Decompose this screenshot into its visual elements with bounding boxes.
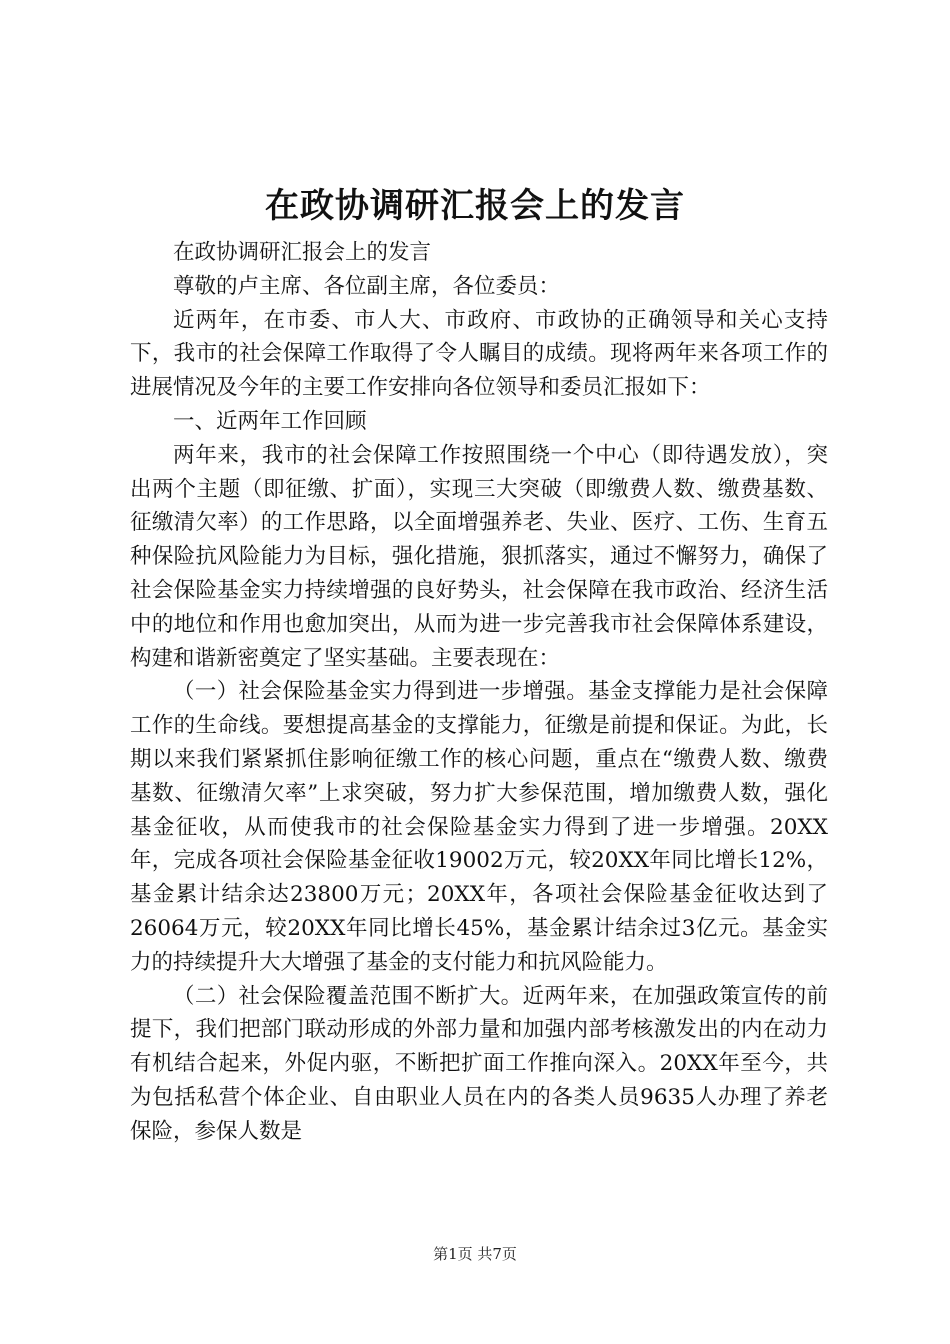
document-title: 在政协调研汇报会上的发言	[265, 186, 685, 226]
paragraph-coverage: （二）社会保险覆盖范围不断扩大。近两年来，在加强政策宣传的前提下，我们把部门联动形成的外部力量和加强内部考核激发出的内在动力有机结合起来，外促内驱，不断把扩面工作推向深入。20XX年至今，共为包括私营个体企业、自由职业人员在内的各类人员9635人办理了养老保险，参保人数是	[130, 983, 828, 1144]
paragraph-review: 两年来，我市的社会保障工作按照围绕一个中心（即待遇发放），突出两个主题（即征缴、扩面），实现三大突破（即缴费人数、缴费基数、征缴清欠率）的工作思路，以全面增强养老、失业、医疗、工伤、生育五种保险抗风险能力为目标，强化措施，狠抓落实，通过不懈努力，确保了社会保险基金实力持续增强的良好势头，社会保障在我市政治、经济生活中的地位和作用也愈加突出，从而为进一步完善我市社会保障体系建设，构建和谐新密奠定了坚实基础。主要表现在：	[130, 442, 828, 671]
paragraph-subtitle: 在政协调研汇报会上的发言	[173, 240, 432, 265]
document-body	[130, 236, 828, 1149]
section-heading: 一、近两年工作回顾	[173, 408, 367, 434]
page-footer: 第1页 共7页	[433, 1245, 517, 1263]
paragraph-salutation: 尊敬的卢主席、各位副主席，各位委员：	[173, 273, 561, 299]
paragraph-fund-strength: （一）社会保险基金实力得到进一步增强。基金支撑能力是社会保障工作的生命线。要想提高基金的支撑能力，征缴是前提和保证。为此，长期以来我们紧紧抓住影响征缴工作的核心问题，重点在“缴费人数、缴费基数、征缴清欠率”上求突破，努力扩大参保范围，增加缴费人数，强化基金征收，从而使我市的社会保险基金实力得到了进一步增强。20XX年，完成各项社会保险基金征收19002万元，较20XX年同比增长12%，基金累计结余达23800万元；20XX年，各项社会保险基金征收达到了26064万元，较20XX年同比增长45%，基金累计结余过3亿元。基金实力的持续提升大大增强了基金的支付能力和抗风险能力。	[130, 679, 828, 975]
paragraph-intro: 近两年，在市委、市人大、市政府、市政协的正确领导和关心支持下，我市的社会保障工作取得了令人瞩目的成绩。现将两年来各项工作的进展情况及今年的主要工作安排向各位领导和委员汇报如下：	[130, 307, 828, 401]
